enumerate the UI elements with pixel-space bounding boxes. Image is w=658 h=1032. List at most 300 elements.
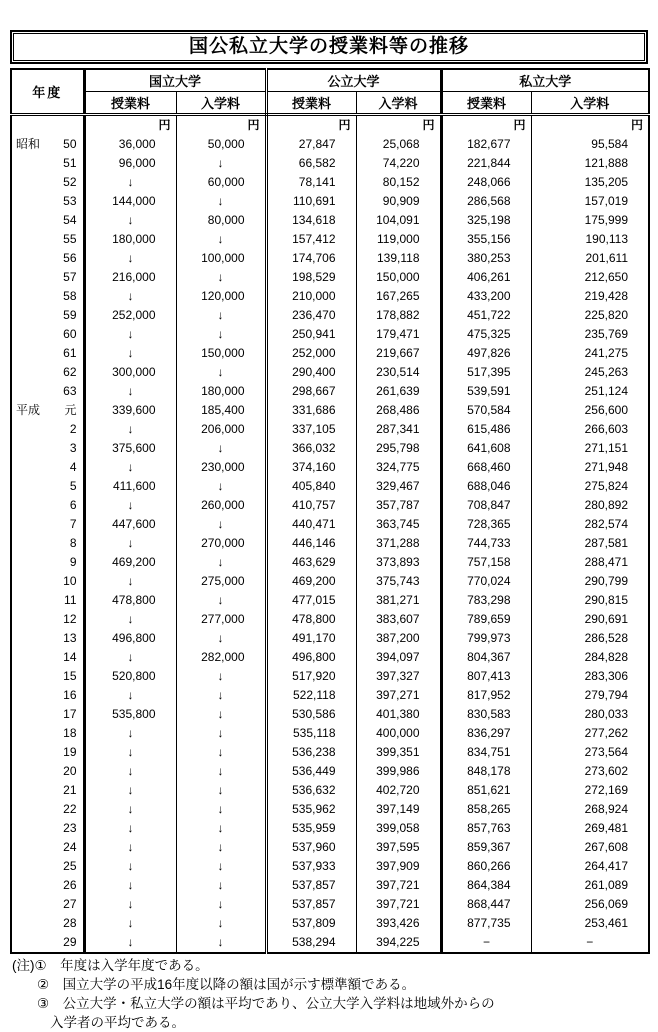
year-label: 56 — [63, 251, 77, 265]
value-cell: 463,629 — [266, 553, 356, 572]
value-cell: 252,000 — [266, 344, 356, 363]
value-cell: ↓ — [84, 325, 176, 344]
value-cell: 860,266 — [441, 857, 531, 876]
value-cell: ↓ — [176, 154, 266, 173]
value-cell: ↓ — [84, 382, 176, 401]
value-cell: 397,909 — [356, 857, 441, 876]
value-cell: 329,467 — [356, 477, 441, 496]
year-label: 5 — [69, 479, 77, 493]
value-cell: ↓ — [176, 363, 266, 382]
year-label: 29 — [63, 935, 77, 949]
value-cell: 536,238 — [266, 743, 356, 762]
value-cell: 789,659 — [441, 610, 531, 629]
value-cell: 447,600 — [84, 515, 176, 534]
value-cell: 397,721 — [356, 876, 441, 895]
value-cell: ↓ — [84, 876, 176, 895]
year-cell — [11, 800, 84, 819]
value-cell: 402,720 — [356, 781, 441, 800]
public-tuition-header: 授業料 — [266, 92, 356, 115]
value-cell: 868,447 — [441, 895, 531, 914]
value-cell: ↓ — [84, 762, 176, 781]
value-cell: 401,380 — [356, 705, 441, 724]
value-cell: 728,365 — [441, 515, 531, 534]
private-group-header: 私立大学 — [441, 69, 649, 92]
value-cell: 393,426 — [356, 914, 441, 933]
table-row — [11, 572, 649, 591]
unit-cell: 円 — [176, 115, 266, 136]
value-cell: ↓ — [176, 857, 266, 876]
year-cell — [11, 344, 84, 363]
year-label: 57 — [63, 270, 77, 284]
year-column-header: 年度 — [11, 69, 84, 115]
value-cell: 381,271 — [356, 591, 441, 610]
value-cell: 830,583 — [441, 705, 531, 724]
fees-table — [10, 68, 650, 954]
value-cell: ↓ — [176, 477, 266, 496]
year-cell — [11, 534, 84, 553]
year-cell — [11, 135, 84, 154]
table-row — [11, 895, 649, 914]
value-cell: 836,297 — [441, 724, 531, 743]
table-row — [11, 230, 649, 249]
value-cell: 536,449 — [266, 762, 356, 781]
value-cell: 264,417 — [584, 859, 628, 873]
value-cell: 241,275 — [584, 346, 628, 360]
national-tuition-header: 授業料 — [84, 92, 176, 115]
note-line-4: 入学者の平均である。 — [50, 1015, 185, 1030]
value-cell: 363,745 — [356, 515, 441, 534]
value-cell: 858,265 — [441, 800, 531, 819]
value-cell: 497,826 — [441, 344, 531, 363]
value-cell: 90,909 — [356, 192, 441, 211]
value-cell: 287,581 — [584, 536, 628, 550]
value-cell: ↓ — [176, 439, 266, 458]
table-row — [11, 401, 649, 420]
year-cell — [11, 268, 84, 287]
value-cell: ↓ — [176, 895, 266, 914]
page-title-box — [10, 30, 648, 64]
value-cell: 253,461 — [584, 916, 628, 930]
value-cell: 300,000 — [84, 363, 176, 382]
value-cell: 770,024 — [441, 572, 531, 591]
value-cell: 375,743 — [356, 572, 441, 591]
value-cell: 387,200 — [356, 629, 441, 648]
value-cell: ↓ — [176, 325, 266, 344]
value-cell: 270,000 — [176, 534, 266, 553]
value-cell: ↓ — [84, 572, 176, 591]
value-cell: 496,800 — [266, 648, 356, 667]
year-cell — [11, 496, 84, 515]
value-cell: 275,000 — [176, 572, 266, 591]
value-cell: 201,611 — [585, 251, 628, 265]
year-label: 3 — [69, 441, 77, 455]
value-cell: 268,486 — [356, 401, 441, 420]
value-cell: 807,413 — [441, 667, 531, 686]
year-cell — [11, 192, 84, 211]
value-cell: 496,800 — [84, 629, 176, 648]
value-cell: 298,667 — [266, 382, 356, 401]
value-cell: 478,800 — [84, 591, 176, 610]
year-cell — [11, 211, 84, 230]
value-cell: 266,603 — [584, 422, 628, 436]
year-cell — [11, 876, 84, 895]
page-title: 国公私立大学の授業料等の推移 — [13, 33, 645, 61]
value-cell: 535,800 — [84, 705, 176, 724]
value-cell: 295,798 — [356, 439, 441, 458]
year-label: 15 — [63, 669, 77, 683]
value-cell: ↓ — [84, 781, 176, 800]
year-label: 7 — [69, 517, 77, 531]
value-cell: 268,924 — [584, 802, 628, 816]
value-cell: 848,178 — [441, 762, 531, 781]
value-cell: 537,809 — [266, 914, 356, 933]
year-cell — [11, 629, 84, 648]
value-cell: 60,000 — [176, 173, 266, 192]
year-cell — [11, 705, 84, 724]
year-label: 60 — [63, 327, 77, 341]
table-row — [11, 553, 649, 572]
value-cell: 433,200 — [441, 287, 531, 306]
value-cell: 219,667 — [356, 344, 441, 363]
table-row — [11, 629, 649, 648]
table-row — [11, 458, 649, 477]
table-row — [11, 325, 649, 344]
value-cell: 267,608 — [584, 840, 628, 854]
year-cell — [11, 895, 84, 914]
value-cell: ↓ — [84, 458, 176, 477]
year-label: 18 — [63, 726, 77, 740]
fees-table-wrap — [10, 68, 650, 954]
value-cell: 282,574 — [584, 517, 628, 531]
value-cell: 325,198 — [441, 211, 531, 230]
value-cell: 283,306 — [584, 669, 628, 683]
value-cell: 150,000 — [356, 268, 441, 287]
value-cell: 230,000 — [176, 458, 266, 477]
value-cell: 517,395 — [441, 363, 531, 382]
value-cell: 469,200 — [84, 553, 176, 572]
year-label: 52 — [63, 175, 77, 189]
value-cell: 287,341 — [356, 420, 441, 439]
value-cell: 271,948 — [584, 460, 628, 474]
table-header — [11, 69, 649, 115]
table-row — [11, 211, 649, 230]
year-label: 25 — [63, 859, 77, 873]
table-row — [11, 838, 649, 857]
table-row — [11, 496, 649, 515]
table-row — [11, 287, 649, 306]
note-line-3: ③ 公立大学・私立大学の額は平均であり、公立大学入学料は地域外からの — [37, 996, 495, 1011]
value-cell: 157,412 — [266, 230, 356, 249]
value-cell: 324,775 — [356, 458, 441, 477]
year-label: 58 — [63, 289, 77, 303]
value-cell: ↓ — [176, 705, 266, 724]
value-cell: ↓ — [84, 800, 176, 819]
year-cell — [11, 439, 84, 458]
value-cell: 27,847 — [266, 135, 356, 154]
value-cell: 66,582 — [266, 154, 356, 173]
value-cell: 104,091 — [356, 211, 441, 230]
value-cell: 615,486 — [441, 420, 531, 439]
value-cell: ↓ — [84, 287, 176, 306]
value-cell: 80,152 — [356, 173, 441, 192]
value-cell: 284,828 — [584, 650, 628, 664]
value-cell: 535,962 — [266, 800, 356, 819]
value-cell: ↓ — [176, 629, 266, 648]
table-row — [11, 857, 649, 876]
value-cell: ↓ — [84, 648, 176, 667]
table-row — [11, 515, 649, 534]
year-label: 27 — [63, 897, 77, 911]
year-cell — [11, 477, 84, 496]
year-label: 61 — [63, 346, 77, 360]
value-cell: 190,113 — [585, 232, 628, 246]
year-label: 53 — [63, 194, 77, 208]
value-cell: 537,960 — [266, 838, 356, 857]
value-cell: 375,600 — [84, 439, 176, 458]
private-admission-header: 入学料 — [531, 92, 649, 115]
year-label: 62 — [63, 365, 77, 379]
value-cell: ↓ — [176, 667, 266, 686]
year-label: 55 — [63, 232, 77, 246]
unit-cell: 円 — [441, 115, 531, 136]
year-label: 9 — [69, 555, 77, 569]
era-label: 昭和 — [16, 137, 41, 151]
value-cell: 78,141 — [266, 173, 356, 192]
year-label: 17 — [63, 707, 77, 721]
value-cell: 180,000 — [176, 382, 266, 401]
value-cell: 817,952 — [441, 686, 531, 705]
value-cell: 337,105 — [266, 420, 356, 439]
value-cell: 135,205 — [584, 175, 628, 189]
value-cell: 371,288 — [356, 534, 441, 553]
year-label: 22 — [63, 802, 77, 816]
value-cell: 708,847 — [441, 496, 531, 515]
value-cell: 150,000 — [176, 344, 266, 363]
year-cell — [11, 287, 84, 306]
value-cell: 221,844 — [441, 154, 531, 173]
year-cell — [11, 914, 84, 933]
value-cell: 864,384 — [441, 876, 531, 895]
year-cell — [11, 363, 84, 382]
value-cell: 537,933 — [266, 857, 356, 876]
value-cell: − — [441, 933, 531, 953]
value-cell: 520,800 — [84, 667, 176, 686]
year-cell — [11, 230, 84, 249]
table-row — [11, 686, 649, 705]
value-cell: 477,015 — [266, 591, 356, 610]
table-row — [11, 667, 649, 686]
value-cell: 286,528 — [584, 631, 628, 645]
value-cell: 252,000 — [84, 306, 176, 325]
table-row — [11, 914, 649, 933]
value-cell: 235,769 — [584, 327, 628, 341]
table-row — [11, 477, 649, 496]
value-cell: 182,677 — [441, 135, 531, 154]
value-cell: 406,261 — [441, 268, 531, 287]
value-cell: 537,857 — [266, 876, 356, 895]
value-cell: ↓ — [176, 743, 266, 762]
value-cell: 206,000 — [176, 420, 266, 439]
value-cell: 280,892 — [584, 498, 628, 512]
value-cell: ↓ — [84, 933, 176, 953]
value-cell: ↓ — [176, 876, 266, 895]
value-cell: 230,514 — [356, 363, 441, 382]
value-cell: 50,000 — [176, 135, 266, 154]
value-cell: 174,706 — [266, 249, 356, 268]
table-row — [11, 268, 649, 287]
value-cell: 290,400 — [266, 363, 356, 382]
value-cell: 366,032 — [266, 439, 356, 458]
year-cell — [11, 572, 84, 591]
table-row — [11, 591, 649, 610]
value-cell: 757,158 — [441, 553, 531, 572]
era-label: 平成 — [16, 403, 41, 417]
value-cell: ↓ — [176, 553, 266, 572]
value-cell: 834,751 — [441, 743, 531, 762]
value-cell: ↓ — [176, 268, 266, 287]
year-cell — [11, 154, 84, 173]
table-row — [11, 363, 649, 382]
value-cell: 641,608 — [441, 439, 531, 458]
value-cell: 175,999 — [584, 213, 628, 227]
year-label: 20 — [63, 764, 77, 778]
value-cell: 397,595 — [356, 838, 441, 857]
value-cell: 451,722 — [441, 306, 531, 325]
value-cell: 121,888 — [584, 156, 628, 170]
table-row — [11, 781, 649, 800]
value-cell: 279,794 — [584, 688, 628, 702]
year-cell — [11, 515, 84, 534]
value-cell: 286,568 — [441, 192, 531, 211]
table-row — [11, 610, 649, 629]
footnotes — [12, 956, 495, 1032]
value-cell: 225,820 — [584, 308, 628, 322]
value-cell: 537,857 — [266, 895, 356, 914]
value-cell: 397,271 — [356, 686, 441, 705]
note-line-1: (注)① 年度は入学年度である。 — [12, 958, 209, 973]
unit-cell: 円 — [356, 115, 441, 136]
value-cell: 180,000 — [84, 230, 176, 249]
value-cell: 405,840 — [266, 477, 356, 496]
value-cell: 282,000 — [176, 648, 266, 667]
table-row — [11, 800, 649, 819]
value-cell: ↓ — [84, 838, 176, 857]
value-cell: 399,058 — [356, 819, 441, 838]
national-group-header: 国立大学 — [84, 69, 266, 92]
table-row — [11, 534, 649, 553]
value-cell: 277,262 — [584, 726, 628, 740]
value-cell: 280,033 — [584, 707, 628, 721]
value-cell: 74,220 — [356, 154, 441, 173]
year-cell — [11, 667, 84, 686]
value-cell: 250,941 — [266, 325, 356, 344]
value-cell: 100,000 — [176, 249, 266, 268]
table-row — [11, 819, 649, 838]
value-cell: ↓ — [176, 686, 266, 705]
value-cell: 290,691 — [584, 612, 628, 626]
value-cell: 469,200 — [266, 572, 356, 591]
value-cell: 517,920 — [266, 667, 356, 686]
value-cell: 119,000 — [356, 230, 441, 249]
value-cell: 522,118 — [266, 686, 356, 705]
value-cell: 688,046 — [441, 477, 531, 496]
value-cell: ↓ — [84, 686, 176, 705]
year-cell — [11, 173, 84, 192]
year-cell — [11, 686, 84, 705]
year-label: 16 — [63, 688, 77, 702]
table-row — [11, 705, 649, 724]
year-label: 51 — [63, 156, 77, 170]
value-cell: 668,460 — [441, 458, 531, 477]
value-cell: 851,621 — [441, 781, 531, 800]
table-row — [11, 876, 649, 895]
year-cell — [11, 401, 84, 420]
value-cell: ↓ — [84, 819, 176, 838]
year-cell — [11, 762, 84, 781]
year-cell — [11, 420, 84, 439]
value-cell: 535,959 — [266, 819, 356, 838]
value-cell: 120,000 — [176, 287, 266, 306]
year-cell — [11, 249, 84, 268]
value-cell: 400,000 — [356, 724, 441, 743]
value-cell: 530,586 — [266, 705, 356, 724]
public-admission-header: 入学料 — [356, 92, 441, 115]
table-row — [11, 135, 649, 154]
value-cell: ↓ — [176, 914, 266, 933]
table-row — [11, 382, 649, 401]
value-cell: 271,151 — [584, 441, 628, 455]
year-cell — [11, 610, 84, 629]
value-cell: 277,000 — [176, 610, 266, 629]
value-cell: ↓ — [176, 230, 266, 249]
value-cell: 374,160 — [266, 458, 356, 477]
value-cell: 570,584 — [441, 401, 531, 420]
value-cell: 877,735 — [441, 914, 531, 933]
value-cell: 331,686 — [266, 401, 356, 420]
value-cell: ↓ — [176, 800, 266, 819]
value-cell: 394,097 — [356, 648, 441, 667]
value-cell: 397,721 — [356, 895, 441, 914]
value-cell: 25,068 — [356, 135, 441, 154]
table-row — [11, 154, 649, 173]
table-row — [11, 724, 649, 743]
year-label: 28 — [63, 916, 77, 930]
value-cell: 397,327 — [356, 667, 441, 686]
table-row — [11, 648, 649, 667]
value-cell: 397,149 — [356, 800, 441, 819]
value-cell: 744,733 — [441, 534, 531, 553]
value-cell: 179,471 — [356, 325, 441, 344]
value-cell: ↓ — [176, 838, 266, 857]
public-group-header: 公立大学 — [266, 69, 441, 92]
value-cell: 383,607 — [356, 610, 441, 629]
value-cell: 236,470 — [266, 306, 356, 325]
year-label: 26 — [63, 878, 77, 892]
value-cell: 275,824 — [584, 479, 628, 493]
value-cell: 178,882 — [356, 306, 441, 325]
table-row — [11, 743, 649, 762]
value-cell: ↓ — [176, 819, 266, 838]
value-cell: 475,325 — [441, 325, 531, 344]
value-cell: 783,298 — [441, 591, 531, 610]
table-row — [11, 439, 649, 458]
year-label: 21 — [63, 783, 77, 797]
value-cell: 110,691 — [266, 192, 356, 211]
table-row — [11, 762, 649, 781]
value-cell: 290,815 — [584, 593, 628, 607]
value-cell: 478,800 — [266, 610, 356, 629]
value-cell: 80,000 — [176, 211, 266, 230]
